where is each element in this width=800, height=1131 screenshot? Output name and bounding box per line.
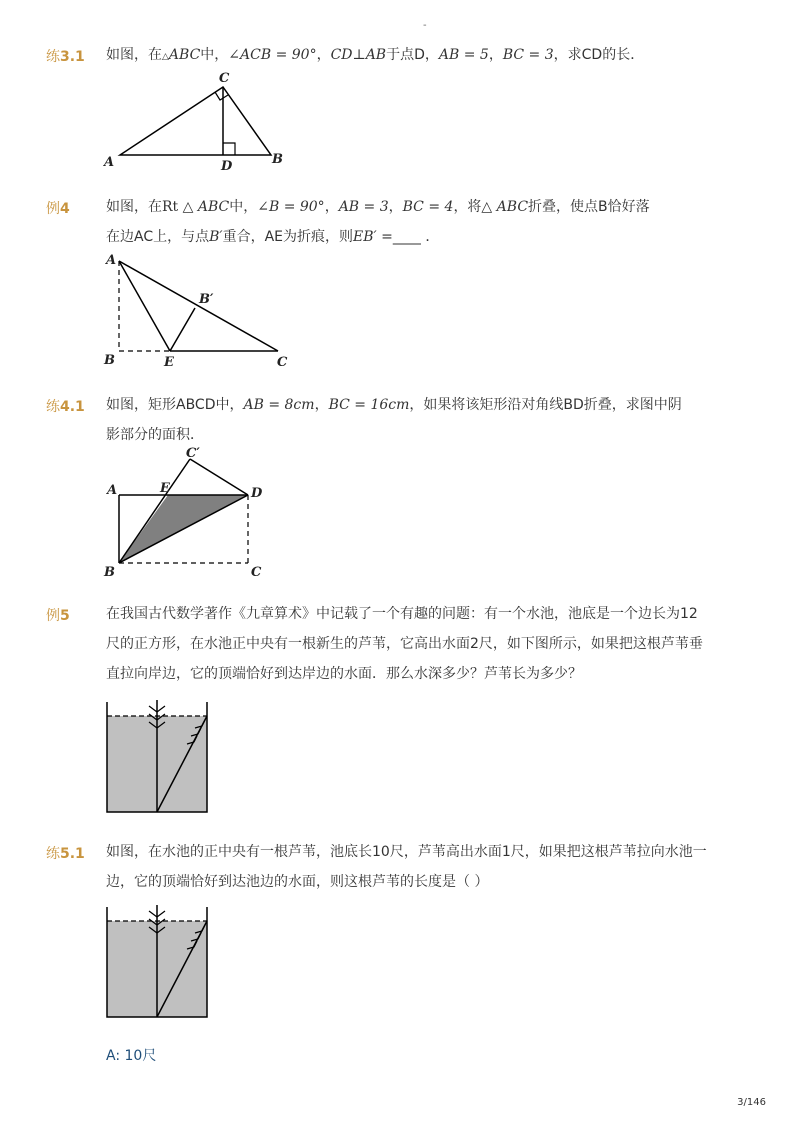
figure-folded-rectangle <box>100 448 280 583</box>
answer-option-a: A: 10尺 <box>106 1048 157 1064</box>
problem-text-4: 如图，在Rt △ ABC中，∠B = 90°，AB = 3，BC = 4，将△ ABC折叠，使点B恰好落 在边AC上，与点B′重合，AE为折痕，则EB′ =____ ． <box>106 199 650 245</box>
problem-label-4: 例4 <box>46 201 70 217</box>
label-c: C <box>251 565 262 580</box>
label-d: D <box>221 159 233 174</box>
problem-label-3-1: 练3.1 <box>46 49 85 65</box>
label-c: C <box>219 71 230 86</box>
label-c-prime: C′ <box>186 446 200 461</box>
label-a: A <box>104 155 115 170</box>
problem-label-4-1: 练4.1 <box>46 399 85 415</box>
label-b: B <box>104 565 115 580</box>
header-mark: - <box>423 20 427 31</box>
label-b-prime: B′ <box>199 292 214 307</box>
problem-text-4-1: 如图，矩形ABCD中，AB = 8cm，BC = 16cm，如果将该矩形沿对角线BD折叠，求图中阴 影部分的面积． <box>106 397 682 443</box>
label-b: B <box>104 353 115 368</box>
problem-label-5: 例5 <box>46 608 70 624</box>
figure-pond-reed-2 <box>100 905 220 1025</box>
problem-label-5-1: 练5.1 <box>46 846 85 862</box>
page-indicator: 3/146 <box>737 1097 766 1108</box>
label-b: B <box>272 152 283 167</box>
label-a: A <box>106 253 117 268</box>
figure-pond-reed-1 <box>100 700 220 820</box>
problem-text-3-1: 如图，在△ABC中，∠ACB = 90°，CD⊥AB于点D，AB = 5，BC = 3，求CD的长． <box>106 47 645 63</box>
label-e: E <box>160 481 170 496</box>
problem-text-5-1: 如图，在水池的正中央有一根芦苇，池底长10尺，芦苇高出水面1尺，如果把这根芦苇拉向水池一 边，它的顶端恰好到达池边的水面，则这根芦苇的长度是（ ） <box>106 844 707 890</box>
figure-folded-triangle <box>100 250 300 375</box>
problem-text-5: 在我国古代数学著作《九章算术》中记载了一个有趣的问题：有一个水池，池底是一个边长为12 尺的正方形，在水池正中央有一根新生的芦苇，它高出水面2尺，如下图所示，如果把这根芦苇垂 直拉向岸边，它的顶端恰好到达岸边的水面．那么水深多少？芦苇长为多少？ <box>106 606 703 682</box>
figure-right-triangle-altitude <box>100 70 300 180</box>
label-c: C <box>277 355 288 370</box>
label-d: D <box>251 486 263 501</box>
label-e: E <box>164 355 174 370</box>
label-a: A <box>107 483 118 498</box>
